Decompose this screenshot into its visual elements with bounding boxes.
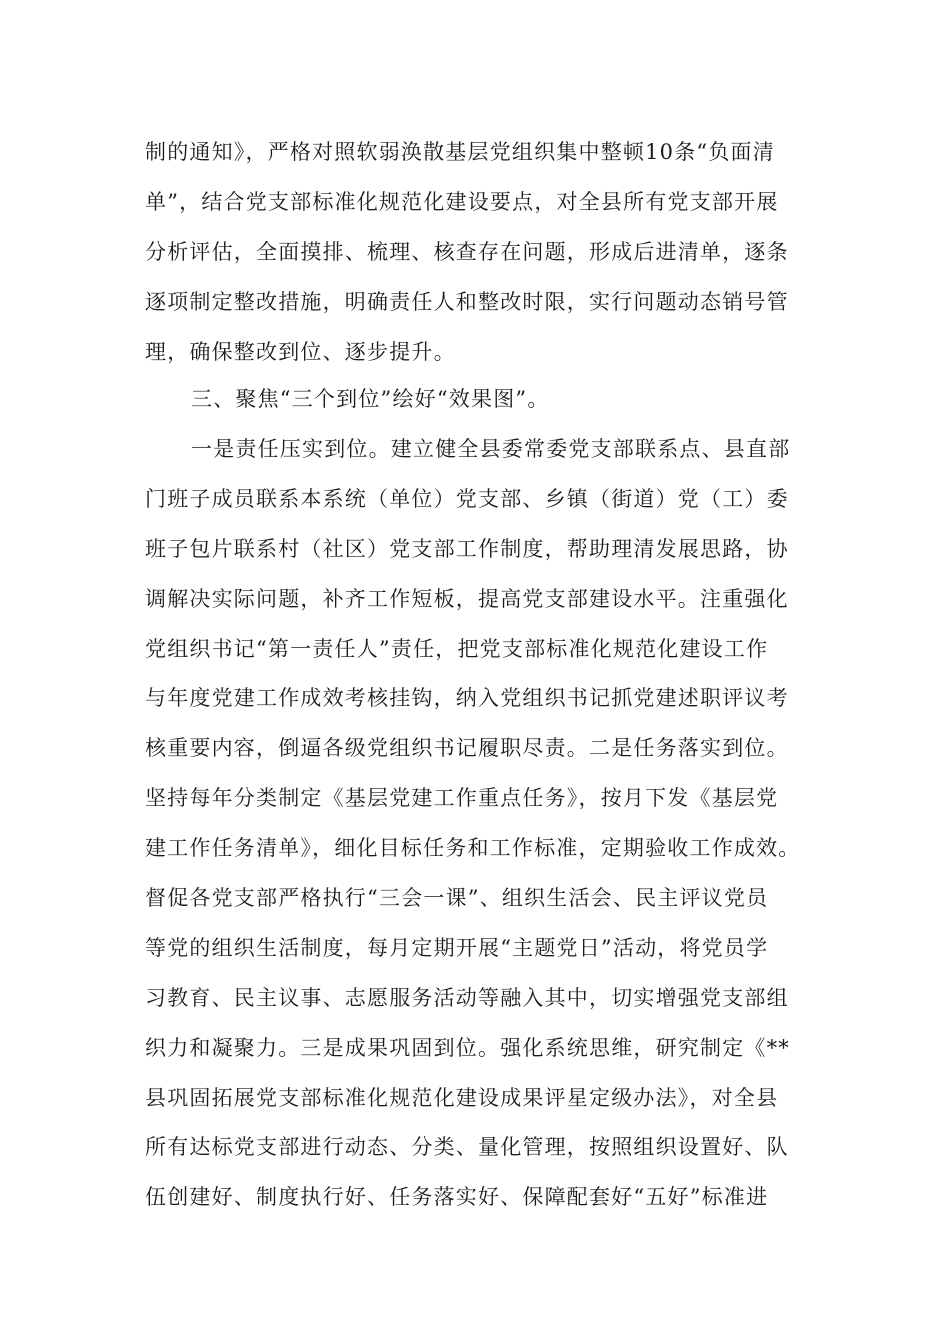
section-heading-block	[145, 375, 825, 425]
text-line: 督促各党支部严格执行“三会一课”、组织生活会、民主评议党员	[145, 886, 769, 911]
text-line: 逐项制定整改措施，明确责任人和整改时限，实行问题动态销号管	[145, 289, 789, 314]
text-line: 伍创建好、制度执行好、任务落实好、保障配套好“五好”标准进	[145, 1185, 769, 1210]
text-line: 党组织书记“第一责任人”责任，把党支部标准化规范化建设工作	[145, 636, 769, 661]
paragraph-main	[145, 425, 825, 1223]
text-line: 等党的组织生活制度，每月定期开展“主题党日”活动，将党员学	[145, 935, 769, 960]
text-line: 与年度党建工作成效考核挂钩，纳入党组织书记抓党建述职评议考	[145, 686, 789, 711]
text-line: 班子包片联系村（社区）党支部工作制度，帮助理清发展思路，协	[145, 536, 789, 561]
text-line: 理，确保整改到位、逐步提升。	[145, 339, 456, 364]
text-line: 习教育、民主议事、志愿服务活动等融入其中，切实增强党支部组	[145, 985, 789, 1010]
paragraph-continuation	[145, 128, 825, 377]
text-line: 坚持每年分类制定《基层党建工作重点任务》，按月下发《基层党	[145, 786, 779, 811]
text-line: 分析评估，全面摸排、梳理、核查存在问题，形成后进清单，逐条	[145, 239, 789, 264]
text-line: 所有达标党支部进行动态、分类、量化管理，按照组织设置好、队	[145, 1135, 789, 1160]
text-line: 一是责任压实到位。建立健全县委常委党支部联系点、县直部	[191, 437, 791, 461]
text-line: 单”，结合党支部标准化规范化建设要点，对全县所有党支部开展	[145, 189, 779, 214]
text-line: 调解决实际问题，补齐工作短板，提高党支部建设水平。注重强化	[145, 586, 789, 611]
text-line: 制的通知》，严格对照软弱涣散基层党组织集中整顿10条“负面清	[145, 140, 775, 164]
text-line: 建工作任务清单》，细化目标任务和工作标准，定期验收工作成效。	[145, 836, 801, 861]
text-line: 核重要内容，倒逼各级党组织书记履职尽责。二是任务落实到位。	[145, 736, 789, 761]
text-line: 织力和凝聚力。三是成果巩固到位。强化系统思维，研究制定《**	[145, 1035, 790, 1060]
section-heading: 三、聚焦“三个到位”绘好“效果图”。	[191, 387, 550, 411]
text-line: 门班子成员联系本系统（单位）党支部、乡镇（街道）党（工）委	[145, 486, 789, 511]
text-line: 县巩固拓展党支部标准化规范化建设成果评星定级办法》，对全县	[145, 1085, 779, 1110]
